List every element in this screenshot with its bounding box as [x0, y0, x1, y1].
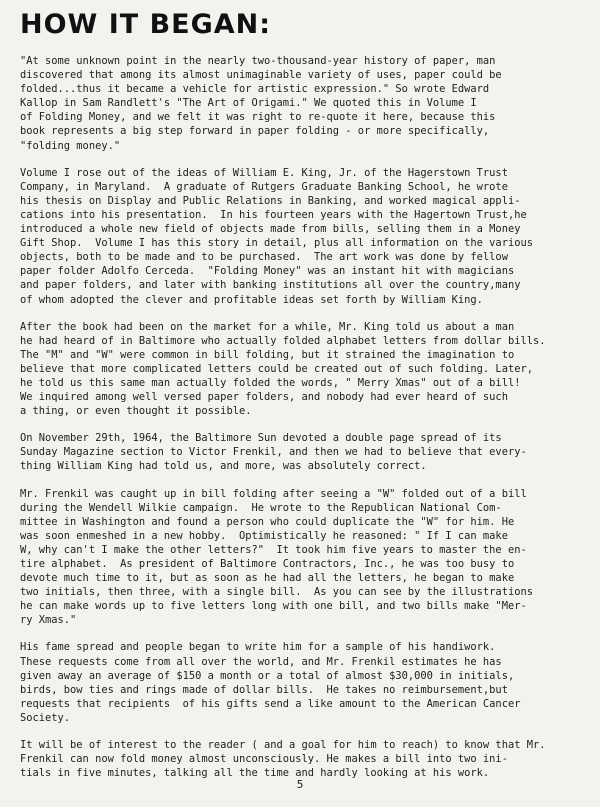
paragraph-1: "At some unknown point in the nearly two-thousand-year history of paper, man discovered that among its almost unimaginable variety of uses, paper could be folded...thus it became a vehicle for artistic expression." So wrote Edward Kallop in Sam Randlett's "The Art of Origami." We quoted this in Volume I of Folding Money, and we felt it was right to re-quote it here, because this book represents a big step forward in paper folding - or more specifically, "folding money." — [20, 55, 502, 152]
paragraph-4: On November 29th, 1964, the Baltimore Sun devoted a double page spread of its Sunday Magazine section to Victor Frenkil, and then we had to believe that every- thing William King had told us, and more, was absolutely correct. — [20, 432, 527, 473]
paragraph-7: It will be of interest to the reader ( and a goal for him to reach) to know that Mr. Frenkil can now fold money almost unconsciously. He makes a bill into two ini- tials in five minutes, talking all the time and hardly looking at his work. — [20, 739, 546, 780]
paragraph-3: After the book had been on the market for a while, Mr. King told us about a man he had heard of in Baltimore who actually folded alphabet letters from dollar bills. The "M" and "W" were common in bill folding, but it strained the imagination to believe that more complicated letters could be created out of such folding. Later, he told us this same man actually folded the words, " Merry Xmas" out of a bill! We inquired among well versed paper folders, and nobody had ever heard of such a thing, or even thought it possible. — [20, 320, 546, 418]
page-title: HOW IT BEGAN: — [20, 9, 272, 40]
paragraph-6: His fame spread and people began to write him for a sample of his handiwork. These requests come from all over the world, and Mr. Frenkil estimates he has given away an average of $150 a month or a total of almost $30,000 in initials, birds, bow ties and rings made of dollar bills. He takes no reimbursement,but requests that recipients of his gifts send a like amount to the American Cancer Society. — [20, 641, 521, 724]
page-number: 5 — [296, 778, 304, 791]
paragraph-2: Volume I rose out of the ideas of William E. King, Jr. of the Hagerstown Trust Company, in Maryland. A graduate of Rutgers Graduate Banking School, he wrote his thesis on Display and Public Relations in Banking, and worked magical appli- cations into his presentation. In his fourteen years with the Hagertown Trust,he introduced a whole new field of objects made from bills, selling them in a Money Gift Shop. Volume I has this story in detail, plus all information on the various objects, both to be made and to be purchased. The art work was done by fellow paper folder Adolfo Cerceda. "Folding Money" was an instant hit with magicians and paper folders, and later with banking institutions all over the country,many of whom adopted the clever and profitable ideas set forth by William King. — [20, 166, 533, 306]
paragraph-5: Mr. Frenkil was caught up in bill folding after seeing a "W" folded out of a bill during the Wendell Wilkie campaign. He wrote to the Republican National Com- mittee in Washington and found a person who could duplicate the "W" for him. He was soon enmeshed in a new hobby. Optimistically he reasoned: " If I can make W, why can't I make the other letters?" It took him five years to master the en- tire alphabet. As president of Baltimore Contractors, Inc., he was too busy to devote much time to it, but as soon as he had all the letters, he began to make two initials, then three, with a single bill. As you can see by the illustrations he can make words up to five letters long with one bill, and two bills make "Mer- ry Xmas." — [20, 487, 533, 627]
